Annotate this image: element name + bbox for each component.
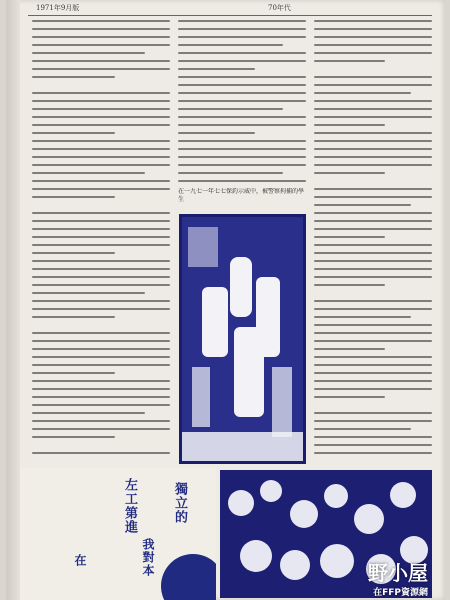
text-line [314,92,411,94]
watermark-logo: 野小屋 [368,561,428,585]
text-column-left [32,20,170,465]
text-line [314,188,432,190]
text-line [32,404,170,406]
text-line [314,340,432,342]
text-line [32,52,145,54]
text-line [314,116,432,118]
text-line [32,260,170,262]
page-fold-shadow [6,0,20,600]
text-line [32,268,170,270]
text-line [32,444,170,446]
text-line [314,156,432,158]
text-line [32,332,170,334]
text-line [178,92,306,94]
text-line [178,20,306,22]
text-line [32,172,145,174]
text-line [178,52,306,54]
text-line [32,116,170,118]
text-line [178,44,283,46]
text-line [32,428,170,430]
photo-caption: 在一九七一年七七保釣示威中，被警察拘捕的學生 [178,188,305,203]
text-line [314,212,432,214]
text-line [32,364,170,366]
text-line [32,412,145,414]
text-line [314,260,432,262]
text-line [32,84,170,86]
text-line [314,76,432,78]
text-line [32,244,170,246]
text-line [314,356,432,358]
text-line [314,436,432,438]
text-line [314,148,432,150]
text-line [314,380,432,382]
text-line [32,148,170,150]
text-line [314,196,432,198]
text-line [314,20,432,22]
text-line [178,164,306,166]
text-line [32,188,170,190]
poster-circle [161,554,216,600]
text-line [314,228,432,230]
text-line [178,36,306,38]
page-header [36,3,414,15]
text-line [178,180,306,182]
text-line [314,36,432,38]
text-line [32,228,170,230]
text-line [314,412,432,414]
text-line [32,28,170,30]
text-line [32,108,170,110]
text-line [314,140,432,142]
text-line [314,388,432,390]
text-line [32,236,170,238]
text-line [314,452,432,454]
text-line [32,420,170,422]
text-line [32,124,170,126]
text-line [178,140,306,142]
issue-date: 1971年9月版 [36,4,80,12]
text-line [314,132,432,134]
text-line [314,364,432,366]
text-line [314,404,432,406]
text-line [32,284,170,286]
text-line [32,132,115,134]
text-line [314,68,432,70]
text-line [314,372,432,374]
text-line [314,236,385,238]
text-line [314,284,385,286]
text-column-right [314,20,432,465]
text-line [314,244,432,246]
text-line [32,92,170,94]
text-line [314,300,432,302]
text-line [314,332,432,334]
text-line [314,60,385,62]
text-line [32,204,170,206]
text-line [32,396,170,398]
text-line [314,308,432,310]
text-line [32,276,170,278]
text-line [32,452,170,454]
poster-graphic [20,468,216,600]
text-line [178,116,306,118]
text-line [314,396,385,398]
text-line [32,348,170,350]
text-line [314,180,432,182]
text-line [32,44,170,46]
text-line [32,212,170,214]
text-line [314,292,432,294]
text-line [32,436,115,438]
text-line [32,76,115,78]
text-line [178,132,255,134]
header-rule [28,15,432,16]
text-line [32,372,115,374]
text-line [178,148,306,150]
arrest-photo-image [182,217,303,461]
text-line [32,220,170,222]
arrest-photo [179,214,306,464]
text-line [178,76,306,78]
text-line [314,100,432,102]
text-line [32,252,115,254]
text-line [32,300,170,302]
text-line [32,164,170,166]
document-page [6,0,444,600]
text-line [314,84,432,86]
text-line [32,140,170,142]
text-line [178,172,283,174]
text-line [314,44,432,46]
poster-title-a: 獨立的 [172,482,187,524]
text-line [314,124,385,126]
text-column-center [178,20,306,185]
text-line [314,428,411,430]
text-line [32,156,170,158]
text-line [314,268,432,270]
text-line [32,180,170,182]
poster-title-b: 左工第進 [122,478,137,534]
text-line [314,420,432,422]
text-line [32,324,170,326]
text-line [314,172,385,174]
text-line [178,60,306,62]
poster-title-c: 我對本 [141,538,155,577]
text-line [32,316,115,318]
text-line [178,84,306,86]
text-line [32,196,115,198]
text-line [32,20,170,22]
text-line [314,52,432,54]
text-line [314,316,411,318]
poster-title-d: 在 [73,554,87,567]
text-line [32,308,170,310]
text-line [32,60,170,62]
text-line [178,28,306,30]
text-line [32,340,170,342]
text-line [314,108,432,110]
text-line [32,68,170,70]
text-line [314,220,432,222]
text-line [314,444,432,446]
text-line [32,388,170,390]
text-line [314,324,432,326]
text-line [314,204,411,206]
text-line [314,252,432,254]
text-line [178,156,306,158]
text-line [32,36,170,38]
watermark-subtext: 在FFP資源網 [373,588,428,598]
text-line [178,108,283,110]
text-line [178,100,306,102]
text-line [32,100,170,102]
text-line [314,276,432,278]
text-line [32,356,170,358]
text-line [178,124,306,126]
text-line [314,164,432,166]
text-line [314,348,385,350]
issue-title: 70年代 [268,4,291,12]
text-line [32,380,170,382]
text-line [32,292,145,294]
text-line [314,28,432,30]
text-line [178,68,255,70]
